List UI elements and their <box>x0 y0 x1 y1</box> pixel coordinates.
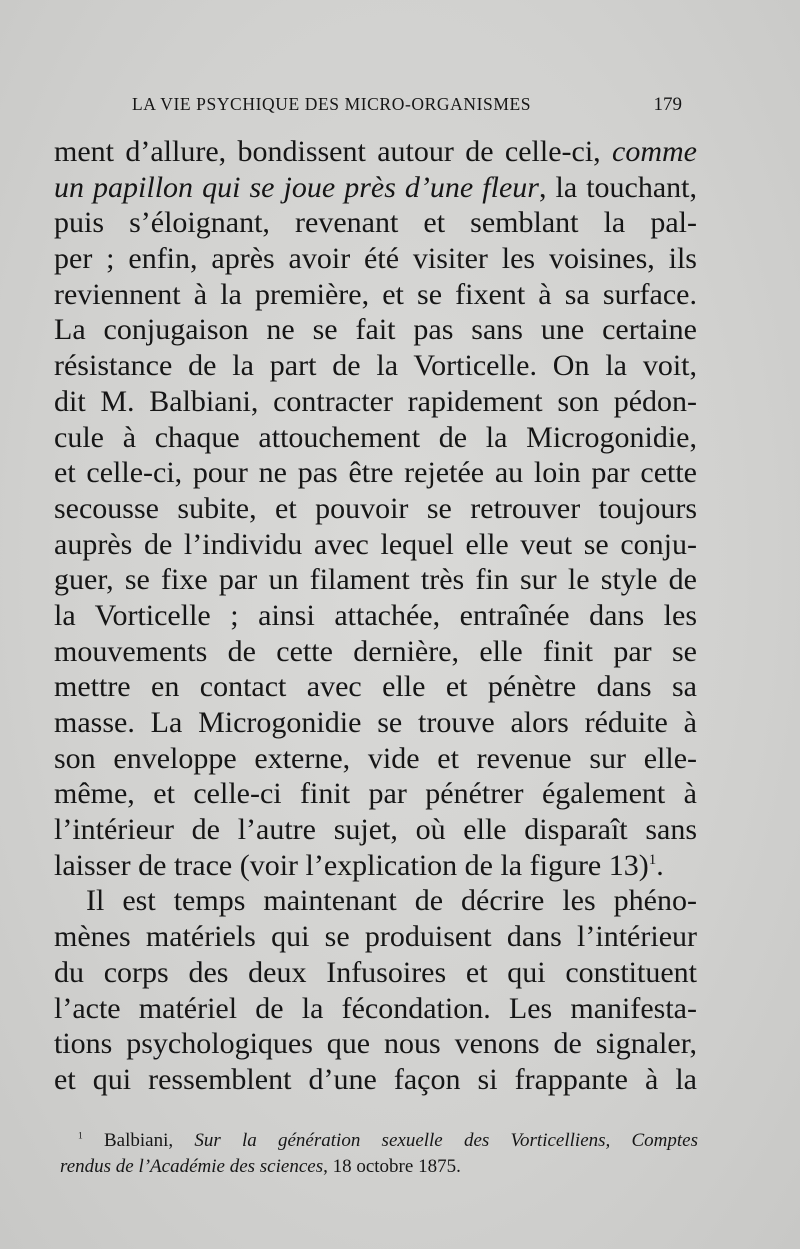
footnote-title: rendus de l’Académie des sciences <box>60 1156 324 1177</box>
text-line: guer, se fixe par un filament très fin sur le style de <box>54 563 697 597</box>
running-title: LA VIE PSYCHIQUE DES MICRO-ORGANISMES <box>132 94 532 114</box>
text-line: mouvements de cette dernière, elle finit par se <box>54 634 697 668</box>
text-line: du corps des deux Infusoires et qui constituent <box>54 955 697 989</box>
text-line: dit M. Balbiani, contracter rapidement son pédon- <box>54 384 697 418</box>
text-line: même, et celle-ci finit par pénétrer également à <box>54 777 697 811</box>
text-run: ment d’allure, bondissent autour de celle-ci, <box>54 135 613 168</box>
footnote-marker: 1 <box>78 1131 83 1142</box>
text-line <box>54 848 697 884</box>
text-run: , la touchant, <box>538 170 697 204</box>
text-line: mettre en contact avec elle et pénètre dans sa <box>54 670 697 704</box>
text-line <box>54 170 697 206</box>
footnote-reference: 1 <box>648 851 657 868</box>
text-line: son enveloppe externe, vide et revenue sur elle- <box>54 741 697 775</box>
text-line: tions psychologiques que nous venons de signaler, <box>54 1027 697 1061</box>
text-line: et celle-ci, pour ne pas être rejetée au loin par cette <box>54 456 697 490</box>
text-line: auprès de l’individu avec lequel elle veut se conju- <box>54 527 697 561</box>
footnote-author: Balbiani, <box>82 1130 195 1151</box>
text-line: l’intérieur de l’autre sujet, où elle disparaît sans <box>54 813 697 847</box>
page-number: 179 <box>653 94 682 115</box>
footnote-title: Sur la génération sexuelle des Vorticelliens, Comptes <box>194 1130 698 1151</box>
text-line: masse. La Microgonidie se trouve alors réduite à <box>54 706 697 739</box>
text-line: cule à chaque attouchement de la Microgonidie, <box>54 420 697 454</box>
footnote <box>60 1128 698 1180</box>
footnote-line <box>60 1154 698 1180</box>
text-run: . <box>656 848 664 882</box>
text-line: résistance de la part de la Vorticelle. On la voit, <box>54 349 697 383</box>
text-line: Il est temps maintenant de décrire les phéno- <box>86 884 697 918</box>
page-header <box>132 94 688 122</box>
text-line <box>54 134 697 170</box>
italic-text: comme <box>612 135 697 168</box>
text-line: la Vorticelle ; ainsi attachée, entraînée dans les <box>54 598 697 632</box>
body-text <box>54 134 697 1098</box>
footnote-date: , 18 octobre 1875. <box>323 1156 461 1177</box>
text-line: et qui ressemblent d’une façon si frappante à la <box>54 1062 697 1096</box>
italic-text: un papillon qui se joue près d’une fleur <box>54 170 539 204</box>
text-line: l’acte matériel de la fécondation. Les manifesta- <box>54 991 697 1025</box>
text-line: La conjugaison ne se fait pas sans une certaine <box>54 313 697 347</box>
footnote-line <box>60 1128 698 1154</box>
text-line: secousse subite, et pouvoir se retrouver toujours <box>54 491 697 525</box>
text-line: per ; enfin, après avoir été visiter les voisines, ils <box>54 242 697 276</box>
text-line: mènes matériels qui se produisent dans l’intérieur <box>54 920 697 954</box>
text-run: laisser de trace (voir l’explication de la figure 13) <box>54 848 649 882</box>
text-line: reviennent à la première, et se fixent à sa surface. <box>54 277 697 311</box>
text-line: puis s’éloignant, revenant et semblant la pal- <box>54 206 697 240</box>
